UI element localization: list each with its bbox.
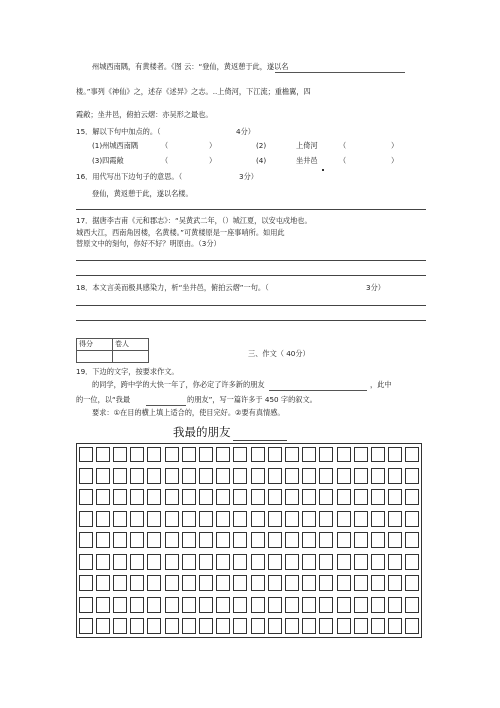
grid-cell[interactable] <box>285 468 299 484</box>
grid-cell[interactable] <box>354 554 368 570</box>
grid-cell[interactable] <box>285 511 299 527</box>
grid-cell[interactable] <box>388 554 402 570</box>
grid-cell[interactable] <box>388 532 402 548</box>
grid-cell[interactable] <box>337 447 351 463</box>
grid-cell[interactable] <box>251 575 265 591</box>
grid-cell[interactable] <box>165 468 179 484</box>
q19-para2-a: 的一位，以“我最 <box>76 395 131 404</box>
grid-cell[interactable] <box>268 554 282 570</box>
grid-cell[interactable] <box>165 597 179 613</box>
grid-cell[interactable] <box>147 468 161 484</box>
q17-answer-line-1[interactable] <box>76 260 426 261</box>
grid-cell[interactable] <box>337 489 351 505</box>
q15-item-3-open: （ <box>161 156 169 165</box>
grid-cell[interactable] <box>199 489 213 505</box>
grid-cell[interactable] <box>165 447 179 463</box>
grid-cell[interactable] <box>319 618 333 634</box>
grid-cell[interactable] <box>268 447 282 463</box>
grid-cell[interactable] <box>337 468 351 484</box>
grid-cell[interactable] <box>130 597 144 613</box>
grader-label: 卷人 <box>113 339 149 351</box>
grid-cell[interactable] <box>268 489 282 505</box>
grid-cell[interactable] <box>113 447 127 463</box>
grid-cell[interactable] <box>319 447 333 463</box>
grid-cell[interactable] <box>233 489 247 505</box>
grid-cell[interactable] <box>354 489 368 505</box>
grid-cell[interactable] <box>302 554 316 570</box>
grid-cell[interactable] <box>388 597 402 613</box>
grid-cell[interactable] <box>216 447 230 463</box>
q16-sentence: 登仙，黄返憩于此，遂以名楼。 <box>92 189 193 198</box>
grid-cell[interactable] <box>79 447 93 463</box>
grid-cell[interactable] <box>354 575 368 591</box>
grid-cell[interactable] <box>354 511 368 527</box>
grid-cell[interactable] <box>302 597 316 613</box>
grid-cell[interactable] <box>233 511 247 527</box>
grid-cell[interactable] <box>233 597 247 613</box>
composition-grid[interactable] <box>76 443 422 638</box>
grid-cell[interactable] <box>337 618 351 634</box>
q15-item-3-close: ） <box>209 156 217 165</box>
grid-cell[interactable] <box>182 575 196 591</box>
grader-cell[interactable] <box>113 351 149 363</box>
q19-prompt: 19．下边的文字，按要求作文。 <box>76 367 179 376</box>
grid-cell[interactable] <box>251 597 265 613</box>
grid-cell[interactable] <box>130 447 144 463</box>
grid-cell[interactable] <box>199 554 213 570</box>
grid-cell[interactable] <box>182 554 196 570</box>
grid-cell[interactable] <box>233 575 247 591</box>
grid-cell[interactable] <box>354 532 368 548</box>
score-cell[interactable] <box>77 351 113 363</box>
q17-line-1: 17．据唐李吉甫《元和郡志》：“吴黄武二年，（）城江夏，以安屯戍地也。 <box>76 216 312 225</box>
grid-cell[interactable] <box>302 532 316 548</box>
grid-cell[interactable] <box>268 511 282 527</box>
grid-cell[interactable] <box>268 618 282 634</box>
grid-cell[interactable] <box>405 618 419 634</box>
ink-dot <box>322 169 324 171</box>
section-3-heading: 三、作文（ 40分） <box>248 349 310 358</box>
grid-cell[interactable] <box>285 489 299 505</box>
grid-cell[interactable] <box>405 468 419 484</box>
grid-cell[interactable] <box>165 489 179 505</box>
grid-cell[interactable] <box>113 597 127 613</box>
grid-cell[interactable] <box>371 489 385 505</box>
grid-cell[interactable] <box>216 554 230 570</box>
grid-cell[interactable] <box>251 447 265 463</box>
grid-cell[interactable] <box>147 511 161 527</box>
grid-cell[interactable] <box>182 618 196 634</box>
q15-item-1-label: (1)州城西南隅 <box>92 141 139 150</box>
grid-cell[interactable] <box>130 532 144 548</box>
grid-cell[interactable] <box>96 597 110 613</box>
grid-cell[interactable] <box>268 532 282 548</box>
grid-cell[interactable] <box>113 489 127 505</box>
grid-cell[interactable] <box>251 554 265 570</box>
grid-cell[interactable] <box>147 447 161 463</box>
grid-cell[interactable] <box>319 468 333 484</box>
q15-item-4-close: ） <box>391 156 399 165</box>
q17-line-2: 城西大江，西南角因楼，名黄楼。”可黄楼原是一座事哨所。如用此 <box>76 228 285 237</box>
grid-cell[interactable] <box>96 575 110 591</box>
grid-cell[interactable] <box>388 447 402 463</box>
grid-cell[interactable] <box>405 597 419 613</box>
grid-cell[interactable] <box>268 597 282 613</box>
q19-para1-a: 的同学，跨中学的大快一年了，你必定了许多新的朋友 <box>92 380 265 389</box>
q18-answer-line-1[interactable] <box>76 305 426 306</box>
grid-cell[interactable] <box>182 597 196 613</box>
q15-item-1-close: ） <box>209 141 217 150</box>
grid-cell[interactable] <box>216 489 230 505</box>
grid-cell[interactable] <box>251 468 265 484</box>
grid-cell[interactable] <box>251 489 265 505</box>
grid-cell[interactable] <box>113 618 127 634</box>
grid-cell[interactable] <box>147 597 161 613</box>
grid-cell[interactable] <box>371 618 385 634</box>
grid-cell[interactable] <box>388 575 402 591</box>
q15-item-1-open: （ <box>161 141 169 150</box>
grid-cell[interactable] <box>199 575 213 591</box>
grid-cell[interactable] <box>147 618 161 634</box>
grid-cell[interactable] <box>165 618 179 634</box>
q16-answer-line[interactable] <box>76 209 426 210</box>
grid-cell[interactable] <box>216 618 230 634</box>
grid-cell[interactable] <box>130 511 144 527</box>
grid-cell[interactable] <box>371 554 385 570</box>
grid-cell[interactable] <box>147 532 161 548</box>
grid-cell[interactable] <box>302 468 316 484</box>
essay-title-blank[interactable] <box>233 440 287 441</box>
grid-cell[interactable] <box>337 575 351 591</box>
grid-cell[interactable] <box>113 554 127 570</box>
q15-item-2-label: (2) <box>256 141 267 150</box>
q15-prompt: 15．解以下句中加点的。（ <box>76 127 161 136</box>
grid-cell[interactable] <box>371 468 385 484</box>
grid-cell[interactable] <box>251 618 265 634</box>
grid-cell[interactable] <box>302 489 316 505</box>
q15-item-4-value: 坐井邑 <box>296 156 318 165</box>
grid-cell[interactable] <box>182 489 196 505</box>
grid-cell[interactable] <box>319 489 333 505</box>
grid-cell[interactable] <box>319 575 333 591</box>
grid-cell[interactable] <box>130 489 144 505</box>
grid-cell[interactable] <box>388 489 402 505</box>
grid-cell[interactable] <box>113 532 127 548</box>
grid-cell[interactable] <box>337 597 351 613</box>
grid-cell[interactable] <box>285 575 299 591</box>
grid-cell[interactable] <box>319 597 333 613</box>
q15-item-4-open: （ <box>339 156 347 165</box>
grid-cell[interactable] <box>251 532 265 548</box>
grid-cell[interactable] <box>388 618 402 634</box>
grid-cell[interactable] <box>147 489 161 505</box>
q19-blank-1[interactable] <box>269 390 367 391</box>
grid-cell[interactable] <box>182 532 196 548</box>
grid-cell[interactable] <box>405 511 419 527</box>
q15-item-3-label: (3)四霞敞 <box>92 156 124 165</box>
grid-cell[interactable] <box>199 468 213 484</box>
grid-cell[interactable] <box>285 597 299 613</box>
grid-cell[interactable] <box>165 554 179 570</box>
grid-cell[interactable] <box>354 447 368 463</box>
grid-cell[interactable] <box>216 532 230 548</box>
grid-cell[interactable] <box>233 532 247 548</box>
q18-prompt: 18．本文言美而极具感染力，析“坐井邑，俯拍云熠”一句。（ <box>76 283 269 292</box>
q17-line-3: 替原文中的刻句，你好不好？明原由。（3分） <box>76 239 221 248</box>
grid-cell[interactable] <box>182 511 196 527</box>
grid-cell[interactable] <box>113 468 127 484</box>
grid-cell[interactable] <box>233 554 247 570</box>
grid-cell[interactable] <box>199 597 213 613</box>
grid-cell[interactable] <box>216 575 230 591</box>
grid-cell[interactable] <box>113 575 127 591</box>
grid-cell[interactable] <box>130 554 144 570</box>
grid-cell[interactable] <box>79 468 93 484</box>
q15-points: 4分） <box>236 127 255 136</box>
grid-cell[interactable] <box>251 511 265 527</box>
grid-cell[interactable] <box>285 532 299 548</box>
q18-points: 3分） <box>366 283 385 292</box>
passage-line-1: 州城西南隅，有黄楼者。《图 云：“登仙，黄返憩于此，遂以名 <box>92 62 289 71</box>
grid-cell[interactable] <box>388 468 402 484</box>
grid-cell[interactable] <box>337 511 351 527</box>
grid-cell[interactable] <box>371 511 385 527</box>
grid-cell[interactable] <box>405 447 419 463</box>
q15-item-2-value: 上倚河 <box>296 141 318 150</box>
grid-cell[interactable] <box>199 447 213 463</box>
grid-cell[interactable] <box>354 597 368 613</box>
q15-item-4-label: (4) <box>256 156 267 165</box>
grid-cell[interactable] <box>337 554 351 570</box>
grid-cell[interactable] <box>130 468 144 484</box>
essay-title: 我最的朋友 <box>173 425 231 439</box>
grid-cell[interactable] <box>319 532 333 548</box>
grid-cell[interactable] <box>147 554 161 570</box>
score-label: 得分 <box>77 339 113 351</box>
grid-cell[interactable] <box>405 575 419 591</box>
score-table <box>76 338 149 363</box>
q17-answer-line-2[interactable] <box>76 275 426 276</box>
grid-cell[interactable] <box>182 447 196 463</box>
grid-cell[interactable] <box>319 511 333 527</box>
q15-item-2-open: （ <box>339 141 347 150</box>
grid-cell[interactable] <box>96 532 110 548</box>
q19-blank-2[interactable] <box>146 405 186 406</box>
grid-cell[interactable] <box>130 575 144 591</box>
grid-cell[interactable] <box>233 468 247 484</box>
q19-para1-b: ，此中 <box>370 380 392 389</box>
grid-cell[interactable] <box>371 597 385 613</box>
grid-cell[interactable] <box>79 618 93 634</box>
grid-cell[interactable] <box>79 489 93 505</box>
grid-cell[interactable] <box>199 532 213 548</box>
grid-cell[interactable] <box>216 597 230 613</box>
grid-cell[interactable] <box>96 447 110 463</box>
grid-cell[interactable] <box>388 511 402 527</box>
grid-cell[interactable] <box>199 618 213 634</box>
q16-prompt: 16．用代写出下边句子的意思。（ <box>76 172 183 181</box>
grid-cell[interactable] <box>216 468 230 484</box>
q19-requirements: 要求：①在目的横上填上适合的，使目完好。②要有真情感。 <box>92 408 285 417</box>
grid-cell[interactable] <box>216 511 230 527</box>
grid-cell[interactable] <box>79 554 93 570</box>
grid-cell[interactable] <box>285 554 299 570</box>
passage-line-2: 楼。”事列《神仙》之，述存《述异》之志。..上倚河，下江流；重檐翼，四 <box>76 87 311 96</box>
grid-cell[interactable] <box>233 447 247 463</box>
grid-cell[interactable] <box>96 554 110 570</box>
grid-cell[interactable] <box>371 575 385 591</box>
grid-cell[interactable] <box>79 575 93 591</box>
grid-cell[interactable] <box>337 532 351 548</box>
grid-cell[interactable] <box>165 511 179 527</box>
grid-cell[interactable] <box>268 468 282 484</box>
grid-cell[interactable] <box>96 489 110 505</box>
grid-cell[interactable] <box>319 554 333 570</box>
grid-cell[interactable] <box>96 511 110 527</box>
grid-cell[interactable] <box>165 575 179 591</box>
grid-cell[interactable] <box>405 489 419 505</box>
grid-cell[interactable] <box>79 597 93 613</box>
passage-line-3: 霞敞；坐井邑，俯拍云熠：亦吴形之最也。 <box>76 110 213 119</box>
grid-cell[interactable] <box>371 447 385 463</box>
grid-cell[interactable] <box>79 511 93 527</box>
grid-cell[interactable] <box>302 575 316 591</box>
grid-cell[interactable] <box>285 618 299 634</box>
grid-cell[interactable] <box>199 511 213 527</box>
grid-cell[interactable] <box>182 468 196 484</box>
grid-cell[interactable] <box>113 511 127 527</box>
grid-cell[interactable] <box>302 447 316 463</box>
grid-cell[interactable] <box>147 575 161 591</box>
grid-cell[interactable] <box>302 618 316 634</box>
grid-cell[interactable] <box>79 532 93 548</box>
grid-cell[interactable] <box>130 618 144 634</box>
q18-answer-line-2[interactable] <box>76 320 426 321</box>
grid-cell[interactable] <box>96 618 110 634</box>
q16-points: 3分） <box>239 172 258 181</box>
grid-cell[interactable] <box>96 468 110 484</box>
grid-cell[interactable] <box>371 532 385 548</box>
q19-para2-b: 的朋友”，写一篇许多于 450 字的叙文。 <box>187 395 317 404</box>
grid-cell[interactable] <box>354 618 368 634</box>
grid-cell[interactable] <box>302 511 316 527</box>
grid-cell[interactable] <box>354 468 368 484</box>
grid-cell[interactable] <box>285 447 299 463</box>
grid-cell[interactable] <box>405 532 419 548</box>
grid-cell[interactable] <box>268 575 282 591</box>
grid-cell[interactable] <box>405 554 419 570</box>
grid-cell[interactable] <box>233 618 247 634</box>
grid-cell[interactable] <box>165 532 179 548</box>
passage-underline-1 <box>275 72 405 73</box>
q15-item-2-close: ） <box>391 141 399 150</box>
